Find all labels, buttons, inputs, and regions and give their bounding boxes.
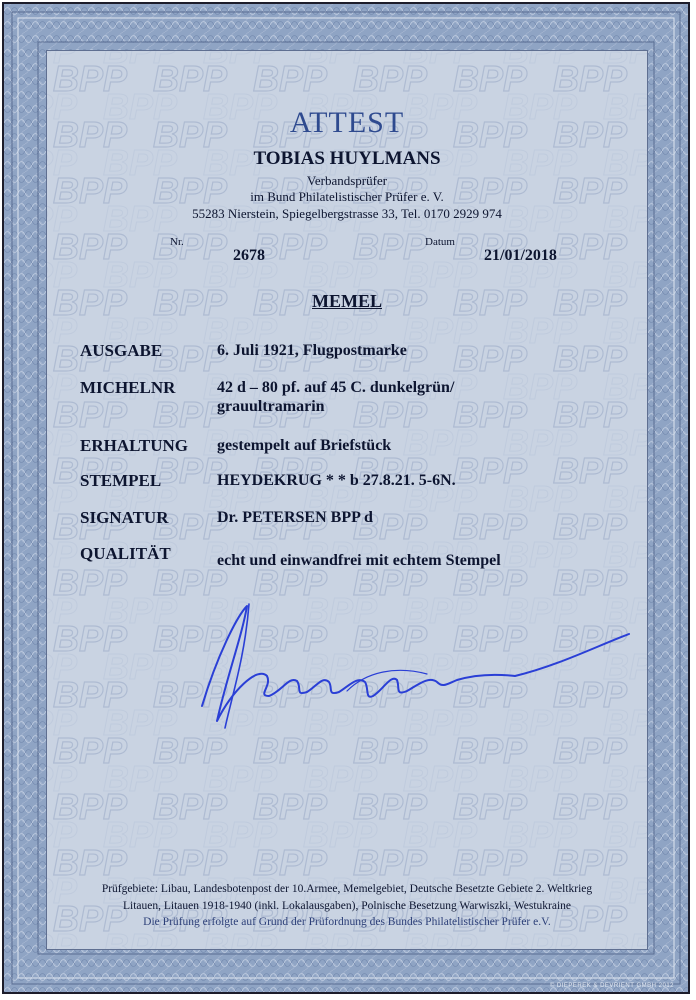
number-label: Nr. [170, 236, 184, 248]
certificate-number: 2678 [233, 247, 265, 264]
field-value: HEYDEKRUG * * b 27.8.21. 5-6N. [217, 472, 456, 489]
field-label: MICHELNR [80, 378, 176, 397]
field-value: echt und einwandfrei mit echtem Stempel [217, 552, 501, 569]
field-value: 6. Juli 1921, Flugpostmarke [217, 342, 407, 359]
certificate-date: 21/01/2018 [484, 247, 557, 264]
examiner-role: Verbandsprüfer [306, 173, 388, 188]
footer-line1: Prüfgebiete: Libau, Landesbotenpost der 10.Armee, Memelgebiet, Deutsche Besetzte Gebiete 2. Weltkrieg [101, 883, 593, 895]
field-value: gestempelt auf Briefstück [217, 437, 392, 454]
certificate-title: ATTEST [289, 106, 405, 139]
field-label: QUALITÄT [80, 544, 171, 563]
footer-line2: Litauen, Litauen 1918-1940 (inkl. Lokalausgaben), Polnische Besetzung Warwiszki, Westukraine [122, 900, 572, 912]
copyright-notice: © DIEPEREK & DEVRIENT GMBH 2012 [549, 983, 674, 989]
area-heading [47, 291, 647, 312]
area-heading-text: MEMEL [312, 291, 382, 311]
field-label: SIGNATUR [80, 508, 169, 527]
examiner-signature [197, 596, 637, 746]
certificate-sheet [2, 2, 690, 994]
field-label: ERHALTUNG [80, 436, 189, 455]
footer-line3: Die Prüfung erfolgte auf Grund der Prüfordnung des Bundes Philatelistischer Prüfer e.V. [143, 916, 551, 928]
field-value: Dr. PETERSEN BPP d [217, 509, 373, 526]
field-value: 42 d – 80 pf. auf 45 C. dunkelgrün/ [217, 379, 455, 396]
examiner-address: 55283 Nierstein, Spiegelbergstrasse 33, Tel. 0170 2929 974 [192, 206, 502, 221]
field-label: AUSGABE [80, 341, 163, 360]
field-label: STEMPEL [80, 471, 162, 490]
field-value-line2: grauultramarin [217, 398, 325, 415]
certificate-panel [46, 50, 648, 950]
date-label: Datum [425, 236, 455, 248]
association-name: im Bund Philatelistischer Prüfer e. V. [250, 189, 444, 204]
examiner-name: TOBIAS HUYLMANS [253, 148, 441, 169]
